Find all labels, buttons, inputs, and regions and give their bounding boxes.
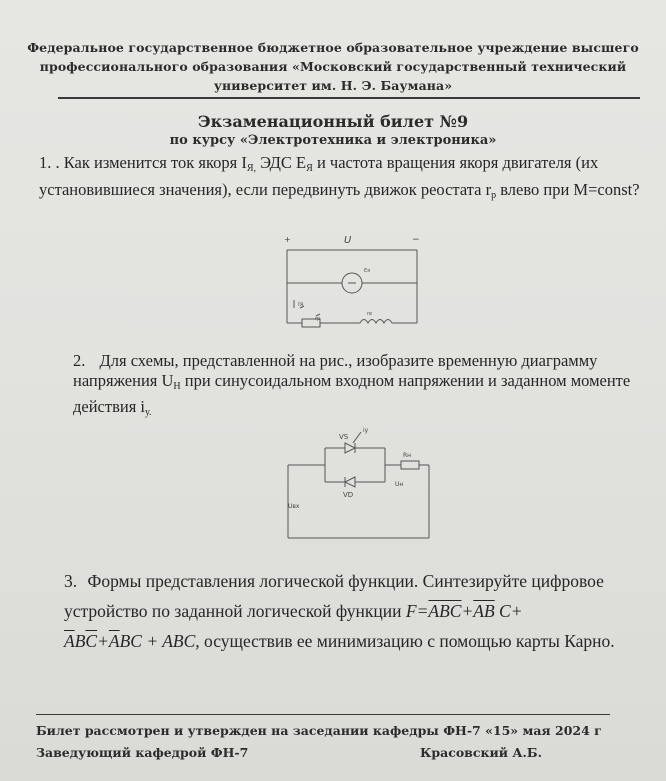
fig1-emf: Eя	[364, 268, 371, 274]
q1-number: 1. .	[39, 153, 60, 172]
course-name: по курсу «Электротехника и электроника»	[169, 133, 497, 148]
header-line-1: Федеральное государственное бюджетное образовательное учреждение высшего	[27, 40, 639, 55]
fig2-vd: VD	[343, 491, 354, 499]
question-2: 2. Для схемы, представленной на рис., изобразите временную диаграмму напряжения $U_Н$ при синусоидальном входном напряжении и заданном моменте действия $i_{у.}$	[73, 351, 631, 418]
fig2-uin: Uвх	[288, 503, 300, 510]
fig2-iy: iу	[363, 427, 369, 434]
ticket-title: Экзаменационный билет №9	[197, 112, 469, 131]
footer-divider	[36, 714, 610, 715]
fig1-rheostat: rр	[315, 316, 321, 322]
fig1-plus: +	[284, 235, 291, 244]
fig2-rn: Rн	[403, 452, 412, 459]
footer-head-name: Красовский А.Б.	[420, 745, 542, 760]
q3-formula: $F=\overline{ABC}+\overline{AB}$ C+ $\overline{A}B\overline{C}+\overline{A}BC$ + ABC,	[64, 601, 523, 651]
fig1-winding: rв	[367, 311, 373, 317]
thyristor-circuit-diagram	[283, 420, 443, 550]
fig1-voltage: U	[344, 235, 352, 246]
fig2-un: Uн	[395, 481, 404, 488]
motor-circuit-diagram	[282, 228, 422, 338]
header-line-2: профессионального образования «Московский государственный технический	[39, 59, 627, 74]
footer-head-label: Заведующий кафедрой ФН-7	[36, 745, 249, 760]
fig1-current: Iя	[298, 301, 304, 308]
fig2-vs: VS	[339, 433, 349, 441]
footer-approval: Билет рассмотрен и утвержден на заседании кафедры ФН-7 «15» мая 2024 г	[36, 723, 602, 738]
q3-number: 3.	[64, 571, 78, 591]
question-3: 3. Формы представления логической функции. Синтезируйте цифровое устройство по заданной логической функции $F=\overline{ABC}+\overline{AB}$ C+ $\overline{A}B\overline{C}+\overline{A}BC$ + ABC, осуществив ее минимизацию с помощью карты Карно.	[64, 571, 615, 651]
question-1: 1. . Как изменится ток якоря $I_{Я,}$ ЭДС $Е_Я$ и частота вращения якоря двигателя (их установившиеся значения), если передвинуть движок реостата $r_р$ влево при M=const?	[39, 153, 640, 201]
q2-number: 2.	[73, 351, 86, 370]
header-divider	[58, 97, 640, 99]
fig1-minus: −	[412, 235, 420, 245]
header-line-3: университет им. Н. Э. Баумана»	[213, 78, 453, 93]
